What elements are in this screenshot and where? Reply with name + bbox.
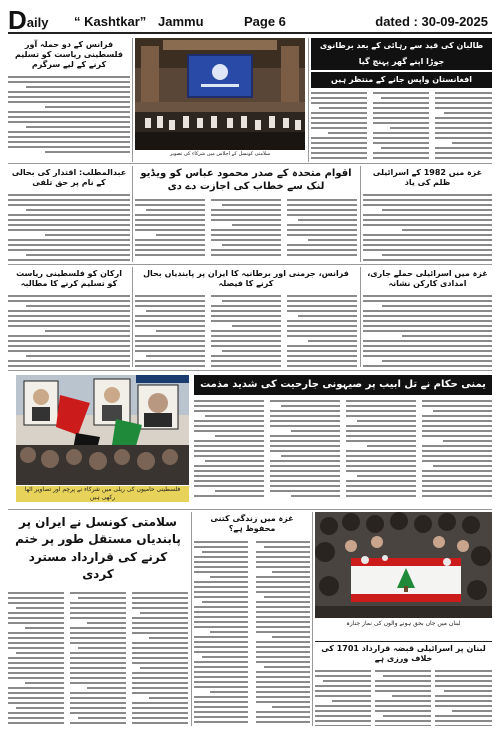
photo-funeral xyxy=(315,512,492,618)
headline-row3-left: ارکان کو فلسطینی ریاست کو تسلیم کرنے کا مطالبہ xyxy=(16,269,122,288)
headline-row3-center: فرانس، جرمنی اور برطانیہ کا ایران پر پابندیاں بحال کرنے کا فیصلہ xyxy=(143,269,349,288)
issue-date: dated : 30-09-2025 xyxy=(375,14,488,29)
caption-protest-photo: فلسطینی حامیوں کی ریلی میں شرکاء نے پرچم اور تصاویر اٹھا رکھی ہیں xyxy=(16,486,189,502)
photo-assembly-hall xyxy=(135,38,305,150)
caption-assembly-photo: سلامتی کونسل کے اجلاس میں شرکاء کی تصویر xyxy=(169,151,271,157)
page-number: Page 6 xyxy=(244,14,286,29)
headline-mid-right: غزہ میں 1982 کے اسرائیلی ظلم کی یاد xyxy=(372,168,483,187)
article-mid-right xyxy=(363,166,492,262)
article-row3-left xyxy=(8,267,130,367)
paper-name: “ Kashtkar” xyxy=(74,14,147,29)
headline-lower-center: غزہ میں زندگی کتنی محفوظ ہے؟ xyxy=(210,514,294,533)
article-mid-center xyxy=(135,166,357,262)
headline-bar-2: افغانستان واپس جانے کے منتظر ہیں xyxy=(311,72,492,88)
body-text xyxy=(8,76,130,153)
article-lower-center xyxy=(194,512,310,726)
article-row3-center xyxy=(135,267,357,367)
caption-funeral-photo: لبنان میں جاں بحق ہونے والوں کی نماز جنازہ xyxy=(346,620,461,627)
headline-bar-1: طالبان کی قید سے رہائی کے بعد برطانوی جوڑا اپنے گھر پہنچ گیا xyxy=(311,38,492,70)
headline-mid-left: عبدالمطلب: اقتدار کی بحالی کے نام پر حق تلفی xyxy=(11,168,127,187)
article-mid-left xyxy=(8,166,130,262)
headline-top-left: فرانس کے دو حملہ آور فلسطینی ریاست کو تسلیم کرنے کے لیے سرگرم xyxy=(15,40,123,69)
brand-daily xyxy=(8,6,48,34)
article-top-right xyxy=(311,38,492,162)
photo-protest xyxy=(16,375,189,485)
city-name: Jammu xyxy=(158,14,204,29)
article-security-council xyxy=(8,512,188,726)
brand-initial: D xyxy=(8,5,27,35)
headline-bottom-right: لبنان پر اسرائیلی قبضہ قرارداد 1701 کی خلاف ورزی ہے xyxy=(315,641,492,666)
article-bottom-right xyxy=(315,641,492,726)
headline-bar-yemen: یمنی حکام نے تل ابیب پر صیہونی جارحیت کی شدید مذمت xyxy=(194,375,492,395)
article-row3-right xyxy=(363,267,492,367)
brand-rest: aily xyxy=(26,15,49,30)
masthead xyxy=(8,6,492,34)
headline-row3-right: غزہ میں اسرائیلی حملے جاری، امدادی کارکن نشانہ xyxy=(367,269,488,288)
headline-mid-center: اقوام متحدہ کے صدر محمود عباس کو ویڈیو لنک سے خطاب کی اجازت دے دی xyxy=(140,168,352,192)
headline-security-council: سلامتی کونسل نے ایران پر پابندیاں مستقل طور پر ختم کرنے کی قرارداد مسترد کردی xyxy=(15,515,181,582)
article-yemen xyxy=(194,375,492,507)
article-top-left xyxy=(8,38,130,156)
